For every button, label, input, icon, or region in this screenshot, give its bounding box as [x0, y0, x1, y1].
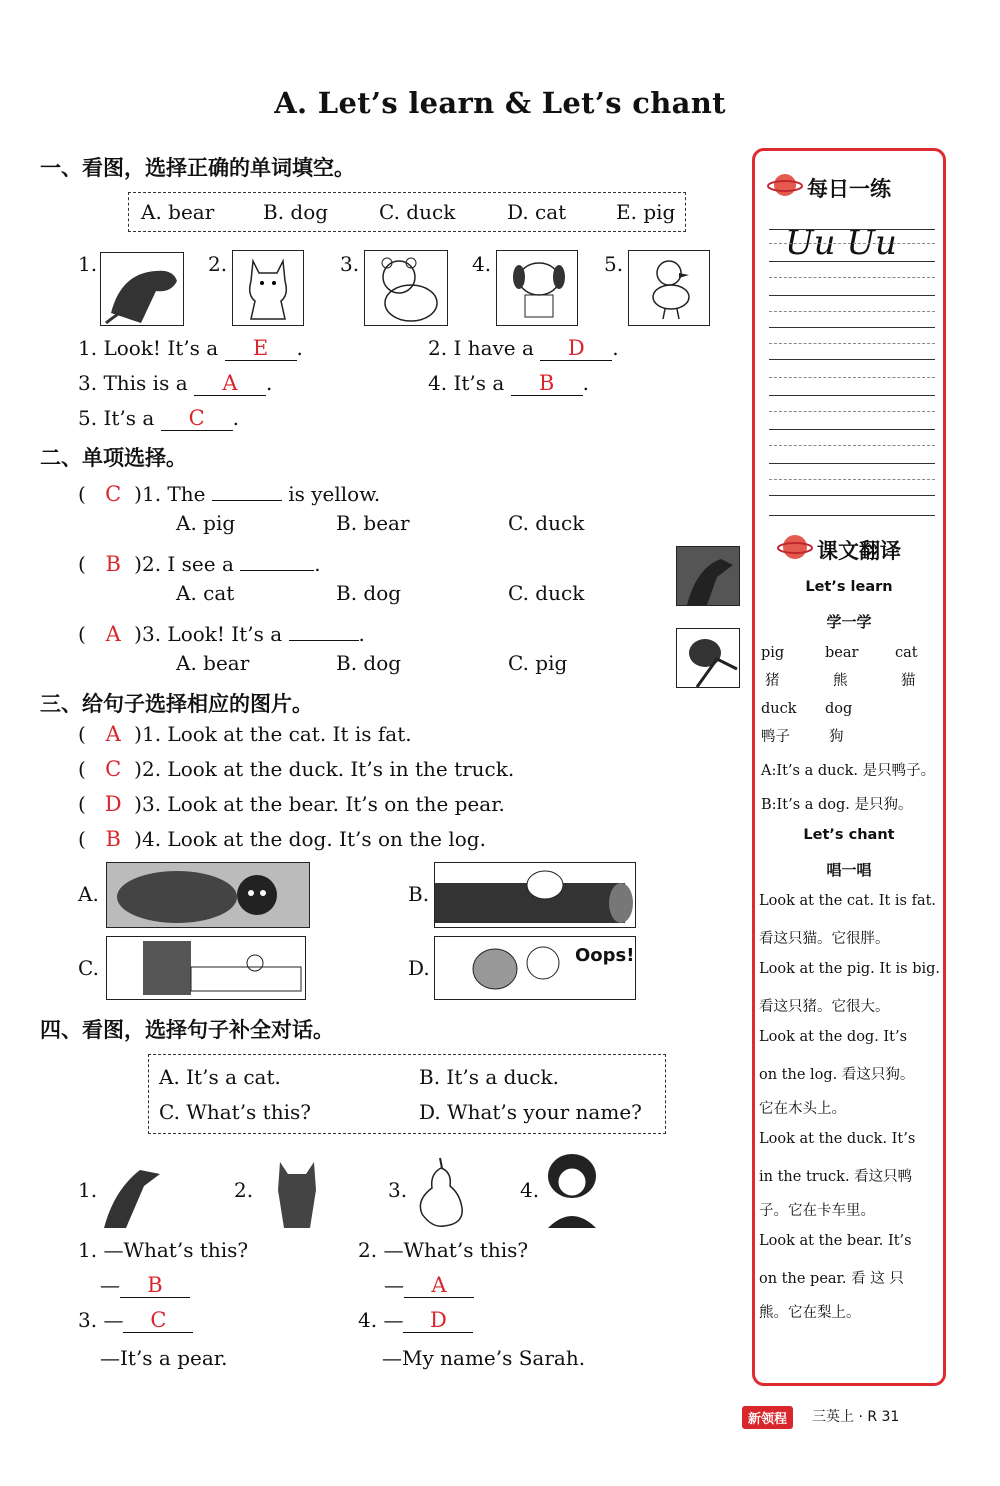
- chant-cn-heading: 唱一唱: [826, 861, 872, 879]
- sentence-option: D. What’s your name?: [419, 1100, 642, 1124]
- sentence: )2. Look at the duck. It’s in the truck.: [134, 757, 515, 781]
- choice-option: C. duck: [508, 511, 585, 535]
- word-option: E. pig: [616, 200, 676, 224]
- chant-line: 看这只猪。它很大。: [759, 999, 890, 1015]
- lets-learn-heading: Let’s learn: [805, 579, 893, 595]
- planet-icon: [777, 529, 813, 569]
- question-text: 1. Look! It’s a: [78, 336, 219, 360]
- section-3-heading: 三、给句子选择相应的图片。: [40, 692, 313, 716]
- answer: A: [105, 622, 121, 646]
- word-en: duck: [761, 701, 797, 717]
- handwriting-line: [769, 463, 935, 464]
- sentence-options-box: [148, 1054, 666, 1134]
- sidebar-panel: [752, 148, 946, 1386]
- chant-line: on the log. 看这只狗。: [759, 1067, 915, 1083]
- dialog-line: B:It’s a dog. 是只狗。: [761, 797, 913, 813]
- question-text: )3. Look! It’s a: [134, 622, 283, 646]
- word-option: D. cat: [507, 200, 567, 224]
- planet-icon: [767, 167, 803, 207]
- dash: —: [383, 1308, 404, 1332]
- dog-picture: [496, 250, 578, 326]
- pic-label: B.: [408, 882, 430, 906]
- question-text: .: [358, 622, 365, 646]
- pic-number: 4.: [472, 252, 492, 276]
- pic-number: 2.: [234, 1178, 254, 1202]
- chant-line: Look at the dog. It’s: [759, 1029, 908, 1045]
- answer: B: [147, 1273, 163, 1297]
- dialog-reply: —It’s a pear.: [100, 1346, 228, 1370]
- pic-number: 3.: [340, 252, 360, 276]
- word-option: C. duck: [379, 200, 456, 224]
- section-1-heading: 一、看图，选择正确的单词填空。: [40, 156, 355, 180]
- publisher-badge: 新领程: [742, 1406, 793, 1429]
- dialog-question: 1. —What’s this?: [78, 1238, 249, 1262]
- answer-blank: [194, 371, 266, 396]
- handwriting-line: [769, 343, 935, 344]
- word-options-box: [128, 192, 686, 232]
- dog-hand-picture: [676, 628, 740, 688]
- choice-option: A. cat: [176, 581, 235, 605]
- dialog-number: 3.: [78, 1308, 98, 1332]
- chant-line: 熊。它在梨上。: [759, 1305, 861, 1321]
- handwriting-line: [769, 515, 935, 516]
- chant-line: Look at the cat. It is fat.: [759, 893, 937, 909]
- sentence: )3. Look at the bear. It’s on the pear.: [134, 792, 505, 816]
- question-text: )1. The: [134, 482, 206, 506]
- answer-blank: [120, 1273, 190, 1298]
- question-text: 5. It’s a: [78, 406, 155, 430]
- choice-option: A. pig: [176, 511, 236, 535]
- section-4-heading: 四、看图，选择句子补全对话。: [40, 1018, 334, 1042]
- handwriting-line: [769, 229, 935, 230]
- answer: C: [105, 757, 122, 781]
- handwriting-line: [769, 277, 935, 278]
- sentence: )1. Look at the cat. It is fat.: [134, 722, 412, 746]
- dash: —: [384, 1273, 404, 1297]
- answer-blank: [240, 546, 314, 571]
- pic-number: 2.: [208, 252, 228, 276]
- answer-blank: [289, 616, 359, 641]
- answer: D: [104, 792, 122, 816]
- chant-line: on the pear. 看 这 只: [759, 1271, 904, 1287]
- handwriting-line: [769, 429, 935, 430]
- chant-line: Look at the duck. It’s: [759, 1131, 916, 1147]
- word-cn: 狗: [829, 729, 844, 745]
- pic-label: D.: [408, 956, 430, 980]
- answer: C: [188, 406, 205, 430]
- handwriting-line: [769, 411, 935, 412]
- word-option: A. bear: [141, 200, 215, 224]
- answer: E: [252, 336, 269, 360]
- page-number: 三英上 · R 31: [812, 1409, 900, 1425]
- word-en: pig: [761, 645, 785, 661]
- translation-title: 课文翻译: [817, 539, 901, 563]
- handwriting-line: [769, 359, 935, 360]
- pig-picture: [100, 252, 184, 326]
- word-cn: 鸭子: [761, 729, 790, 745]
- handwriting-line: [769, 311, 935, 312]
- answer: B: [538, 371, 555, 395]
- dash: —: [103, 1308, 124, 1332]
- handwriting-line: [769, 445, 935, 446]
- handwriting-line: [769, 295, 935, 296]
- word-cn: 熊: [833, 673, 848, 689]
- dog-log-picture: [434, 862, 636, 928]
- pear-picture: [412, 1152, 470, 1228]
- pic-number: 4.: [520, 1178, 540, 1202]
- lets-chant-heading: Let’s chant: [803, 827, 895, 843]
- choice-option: B. dog: [336, 581, 402, 605]
- answer-blank: [161, 406, 233, 431]
- answer: A: [105, 722, 121, 746]
- question-text: )2. I see a: [134, 552, 234, 576]
- choice-option: C. pig: [508, 651, 568, 675]
- cat-puppet-picture: [270, 1154, 328, 1228]
- question-text: 4. It’s a: [428, 371, 505, 395]
- answer-blank: [403, 1308, 473, 1333]
- cat-picture: [232, 250, 304, 326]
- handwriting-letters: Uu Uu: [785, 223, 897, 263]
- answer: D: [430, 1308, 447, 1332]
- chant-line: Look at the bear. It’s: [759, 1233, 912, 1249]
- pic-number: 1.: [78, 1178, 98, 1202]
- chant-line: Look at the pig. It is big.: [759, 961, 941, 977]
- bear-pear-picture: [434, 936, 636, 1000]
- chant-line: in the truck. 看这只鸭: [759, 1169, 913, 1185]
- answer-blank: [511, 371, 583, 396]
- dialog-line: A:It’s a duck. 是只鸭子。: [761, 763, 936, 779]
- oops-text: Oops!: [575, 945, 635, 966]
- pic-number: 3.: [388, 1178, 408, 1202]
- answer: B: [105, 827, 121, 851]
- chant-line: 它在木头上。: [759, 1101, 846, 1117]
- word-cn: 猫: [901, 673, 916, 689]
- sentence-option: B. It’s a duck.: [419, 1065, 559, 1089]
- pic-number: 5.: [604, 252, 624, 276]
- section-2-heading: 二、单项选择。: [40, 446, 187, 470]
- dialog-number: 4.: [358, 1308, 378, 1332]
- duck-hand-picture: [676, 546, 740, 606]
- duck-puppet-picture: [100, 1160, 170, 1228]
- answer: A: [222, 371, 238, 395]
- pic-label: C.: [78, 956, 99, 980]
- answer: B: [105, 552, 121, 576]
- dialog-reply: —My name’s Sarah.: [382, 1346, 586, 1370]
- answer: C: [150, 1308, 167, 1332]
- question-text: 3. This is a: [78, 371, 188, 395]
- sentence: )4. Look at the dog. It’s on the log.: [134, 827, 486, 851]
- sentence-option: A. It’s a cat.: [159, 1065, 281, 1089]
- handwriting-line: [769, 395, 935, 396]
- choice-option: B. dog: [336, 651, 402, 675]
- answer-blank: [123, 1308, 193, 1333]
- pic-number: 1.: [78, 252, 98, 276]
- handwriting-line: [769, 479, 935, 480]
- handwriting-line: [769, 377, 935, 378]
- question-text: .: [314, 552, 321, 576]
- girl-sarah-picture: [542, 1150, 608, 1228]
- dialog-question: 2. —What’s this?: [358, 1238, 529, 1262]
- duck-truck-picture: [106, 936, 306, 1000]
- answer: A: [431, 1273, 447, 1297]
- dash: —: [100, 1273, 120, 1297]
- word-en: dog: [825, 701, 853, 717]
- answer: C: [105, 482, 122, 506]
- page-title: A. Let’s learn & Let’s chant: [274, 86, 726, 120]
- bear-picture: [364, 250, 448, 326]
- learn-cn-heading: 学一学: [826, 613, 872, 631]
- handwriting-line: [769, 495, 935, 496]
- sentence-option: C. What’s this?: [159, 1100, 311, 1124]
- fat-cat-picture: [106, 862, 310, 928]
- handwriting-line: [769, 243, 935, 244]
- question-text: is yellow.: [288, 482, 381, 506]
- word-en: bear: [825, 645, 859, 661]
- handwriting-line: [769, 327, 935, 328]
- answer-blank: [404, 1273, 474, 1298]
- word-en: cat: [895, 645, 918, 661]
- answer-blank: [225, 336, 297, 361]
- handwriting-line: [769, 261, 935, 262]
- daily-practice-title: 每日一练: [807, 177, 891, 201]
- duck-picture: [628, 250, 710, 326]
- word-cn: 猪: [765, 673, 780, 689]
- chant-line: 看这只猫。它很胖。: [759, 931, 890, 947]
- pic-label: A.: [78, 882, 99, 906]
- answer: D: [567, 336, 585, 360]
- chant-line: 子。它在卡车里。: [759, 1203, 875, 1219]
- answer-blank: [212, 476, 282, 501]
- answer-blank: [540, 336, 612, 361]
- question-text: 2. I have a: [428, 336, 534, 360]
- choice-option: C. duck: [508, 581, 585, 605]
- choice-option: B. bear: [336, 511, 410, 535]
- word-option: B. dog: [263, 200, 329, 224]
- choice-option: A. bear: [176, 651, 250, 675]
